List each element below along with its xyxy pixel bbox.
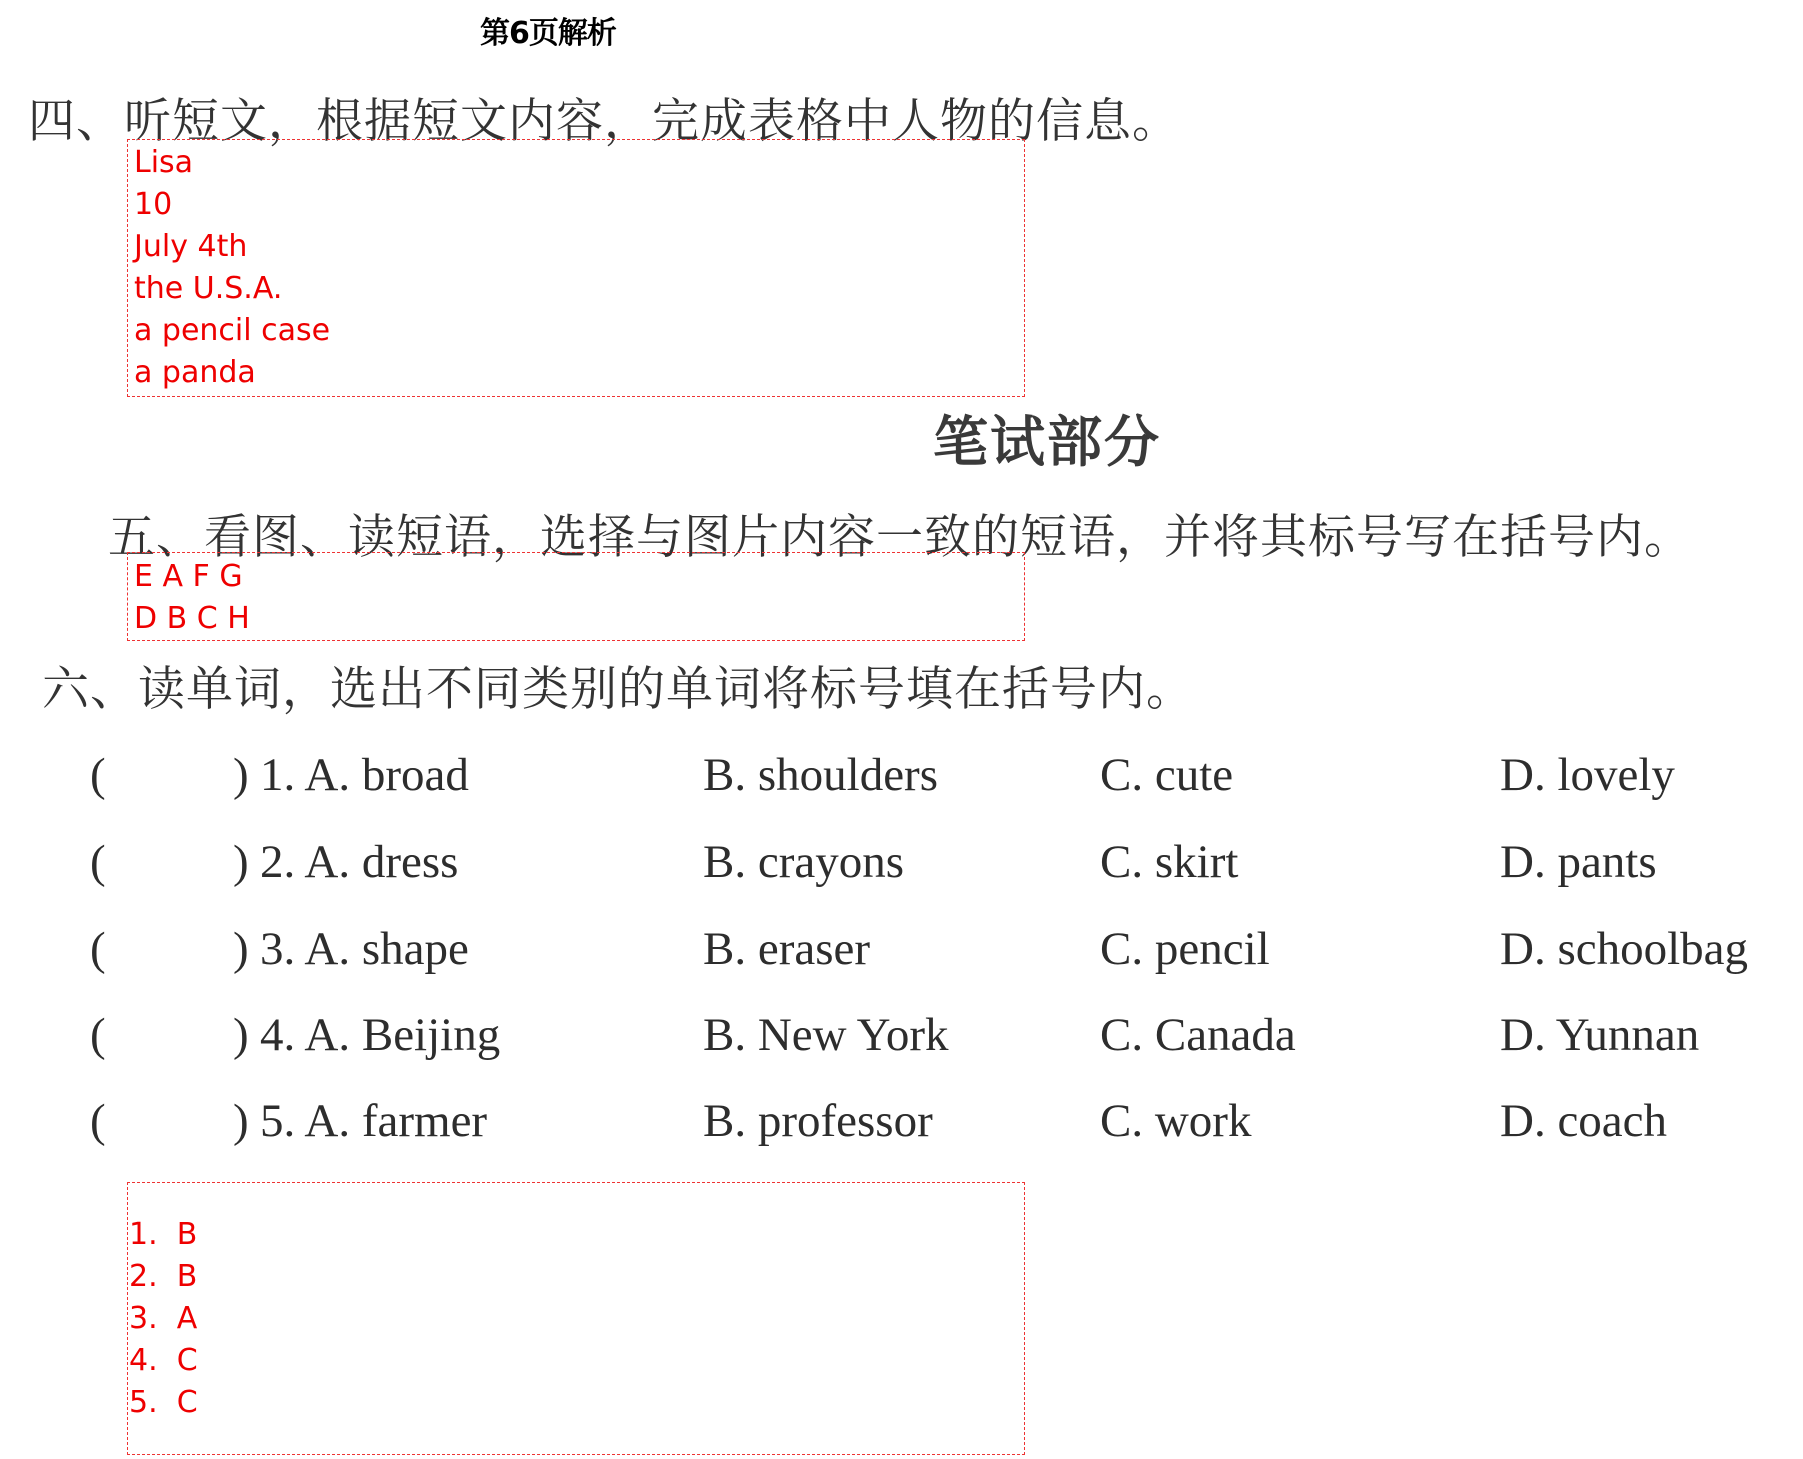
bracket-open: (: [90, 836, 106, 888]
option-c: C. skirt: [1100, 836, 1239, 888]
option-b: B. eraser: [703, 923, 871, 975]
answer-2: 2. B: [129, 1259, 198, 1294]
answer-row-2: D B C H: [134, 601, 250, 636]
section-6-answer-box: [127, 1182, 1025, 1455]
question-row-4: [0, 1008, 1803, 1088]
bracket-close: ): [233, 836, 249, 888]
question-row-2: [0, 835, 1803, 915]
option-c: C. Canada: [1100, 1009, 1296, 1061]
option-d: D. schoolbag: [1500, 923, 1749, 975]
answer-country: the U.S.A.: [134, 271, 283, 306]
section-4-heading: 四、听短文，根据短文内容，完成表格中人物的信息。: [28, 94, 1180, 149]
option-a: 5. A. farmer: [260, 1095, 488, 1147]
bracket-close: ): [233, 1095, 249, 1147]
option-a: 4. A. Beijing: [260, 1009, 501, 1061]
section-5-heading: 五、看图、读短语，选择与图片内容一致的短语，并将其标号写在括号内。: [108, 510, 1692, 565]
bracket-open: (: [90, 923, 106, 975]
option-a: 1. A. broad: [260, 749, 469, 801]
question-row-1: [0, 748, 1803, 828]
question-row-3: [0, 922, 1803, 1002]
option-d: D. coach: [1500, 1095, 1668, 1147]
bracket-close: ): [233, 749, 249, 801]
answer-age: 10: [134, 187, 173, 222]
page-title: 第6页解析: [480, 16, 616, 51]
option-d: D. pants: [1500, 836, 1657, 888]
bracket-open: (: [90, 1095, 106, 1147]
option-d: D. lovely: [1500, 749, 1675, 801]
section-6-heading: 六、读单词，选出不同类别的单词将标号填在括号内。: [42, 662, 1194, 717]
question-row-5: [0, 1094, 1803, 1174]
bracket-open: (: [90, 749, 106, 801]
answer-5: 5. C: [129, 1385, 198, 1420]
option-c: C. cute: [1100, 749, 1234, 801]
answer-row-1: E A F G: [134, 559, 243, 594]
section-4-answer-box: [127, 139, 1025, 397]
bracket-close: ): [233, 1009, 249, 1061]
option-b: B. crayons: [703, 836, 905, 888]
answer-gift: a pencil case: [134, 313, 331, 348]
option-a: 2. A. dress: [260, 836, 459, 888]
answer-3: 3. A: [129, 1301, 198, 1336]
option-b: B. New York: [703, 1009, 949, 1061]
option-c: C. pencil: [1100, 923, 1270, 975]
bracket-close: ): [233, 923, 249, 975]
option-d: D. Yunnan: [1500, 1009, 1700, 1061]
answer-1: 1. B: [129, 1217, 198, 1252]
bracket-open: (: [90, 1009, 106, 1061]
option-b: B. professor: [703, 1095, 933, 1147]
answer-4: 4. C: [129, 1343, 198, 1378]
written-part-title: 笔试部分: [933, 410, 1162, 474]
answer-animal: a panda: [134, 355, 256, 390]
answer-name: Lisa: [134, 145, 194, 180]
section-5-answer-box: [127, 552, 1025, 641]
option-b: B. shoulders: [703, 749, 938, 801]
option-c: C. work: [1100, 1095, 1252, 1147]
answer-birthday: July 4th: [134, 229, 248, 264]
option-a: 3. A. shape: [260, 923, 469, 975]
